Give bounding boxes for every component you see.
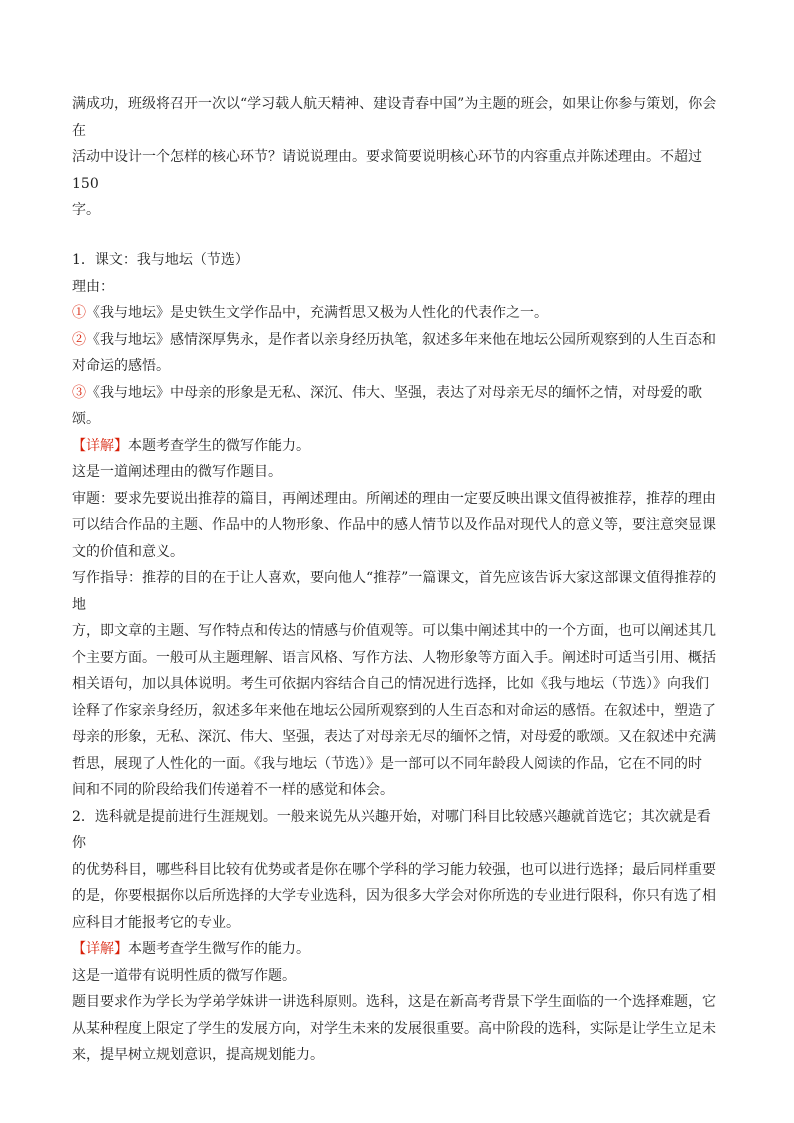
text-line: 间和不同的阶段给我们传递着不一样的感觉和体会。 [72, 782, 394, 798]
detail-text: 本题考查学生的微写作能力。 [128, 437, 310, 454]
text-line: 的优势科目，哪些科目比较有优势或者是你在哪个学科的学习能力较强，也可以进行选择；最后同样重要 [72, 861, 716, 878]
circled-number-3: ③ [72, 384, 86, 401]
text-line: 母亲的形象，无私、深沉、伟大、坚强，表达了对母亲无尽的缅怀之情，对母爱的歌颂。又在叙述中充满 [72, 729, 716, 745]
text-line: 这是一道带有说明性质的微写作题。 [72, 967, 296, 984]
text-line: 满成功，班级将召开一次以“学习载人航天精神、建设青春中国”为主题的班会，如果让你参与策划，你会在 [72, 96, 717, 139]
reason-label: 理由： [72, 278, 114, 295]
text-line: 诠释了作家亲身经历，叙述多年来他在地坛公园所观察到的人生百态和对命运的感悟。在叙述中，塑造了 [72, 702, 716, 719]
answer-section [72, 247, 724, 1069]
answer1-heading: 1．课文：我与地坛（节选） [72, 252, 249, 268]
reason-text: 《我与地坛》是史铁生文学作品中，充满哲思又极为人性化的代表作之一。 [86, 305, 548, 321]
text-line: 应科目才能报考它的专业。 [72, 914, 240, 931]
text-line: 字。 [72, 202, 100, 218]
reason-item-2 [72, 327, 724, 354]
text-line: 哲思，展现了人性化的一面。《我与地坛（节选）》是一部可以不同年龄段人阅读的作品，它在不同的时 [72, 755, 702, 772]
text-line: 审题：要求先要说出推荐的篇目，再阐述理由。所阐述的理由一定要反映出课文值得被推荐，推荐的理由 [72, 490, 716, 507]
text-line: 题目要求作为学长为学弟学妹讲一讲选科原则。选科，这是在新高考背景下学生面临的一个选择难题，它 [72, 994, 716, 1010]
circled-number-1: ① [72, 305, 86, 321]
text-line: 从某种程度上限定了学生的发展方向，对学生未来的发展很重要。高中阶段的选科，实际是让学生立足未 [72, 1020, 716, 1037]
text-line: 文的价值和意义。 [72, 543, 184, 560]
text-line: 方，即文章的主题、写作特点和传达的情感与价值观等。可以集中阐述其中的一个方面，也可以阐述其几 [72, 623, 716, 639]
detail-tag: 【详解】 [72, 941, 128, 957]
text-line: 这是一道阐述理由的微写作题目。 [72, 464, 282, 480]
reason-text: 《我与地坛》感情深厚隽永，是作者以亲身经历执笔，叙述多年来他在地坛公园所观察到的人生百态和 [86, 331, 716, 348]
reason-text: 《我与地坛》中母亲的形象是无私、深沉、伟大、坚强，表达了对母亲无尽的缅怀之情，对母爱的歌颂。 [72, 384, 702, 427]
detail-tag: 【详解】 [72, 437, 128, 454]
detail-line [72, 433, 724, 460]
text-line: 来，提早树立规划意识，提高规划能力。 [72, 1047, 324, 1063]
text-line: 个主要方面。一般可从主题理解、语言风格、写作方法、人物形象等方面入手。阐述时可适当引用、概括 [72, 649, 716, 666]
reason-item-3 [72, 380, 724, 433]
detail-text: 本题考查学生微写作的能力。 [128, 941, 310, 957]
text-line: 写作指导：推荐的目的在于让人喜欢，要向他人“推荐”一篇课文，首先应该告诉大家这部课文值得推荐的地 [72, 570, 717, 613]
text-line: 相关语句，加以具体说明。考生可依据内容结合自己的情况进行选择，比如《我与地坛（节选）》向我们 [72, 676, 709, 692]
text-line: 对命运的感悟。 [72, 358, 170, 374]
text-line: 活动中设计一个怎样的核心环节？请说说理由。要求简要说明核心环节的内容重点并陈述理由。不超过 150 [72, 149, 702, 192]
reason-item-1 [72, 300, 724, 327]
text-line: 的是，你要根据你以后所选择的大学专业选科，因为很多大学会对你所选的专业进行限科，你只有选了相 [72, 888, 716, 904]
detail-line [72, 936, 724, 963]
answer2-line: 2．选科就是提前进行生涯规划。一般来说先从兴趣开始，对哪门科目比较感兴趣就首选它；其次就是看你 [72, 808, 711, 851]
circled-number-2: ② [72, 331, 86, 348]
text-line: 可以结合作品的主题、作品中的人物形象、作品中的感人情节以及作品对现代人的意义等，要注意突显课 [72, 517, 716, 533]
question-intro [72, 91, 724, 224]
